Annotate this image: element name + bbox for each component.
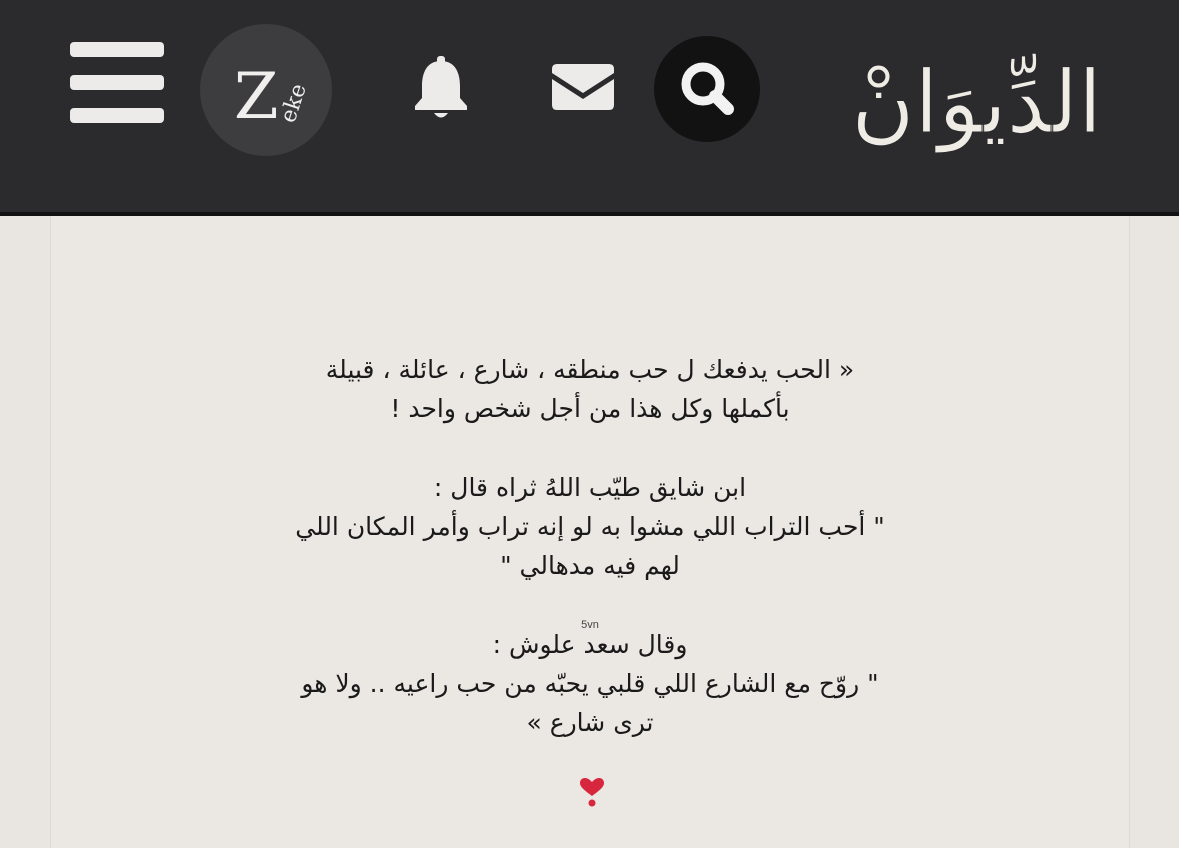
post-line: بأكملها وكل هذا من أجل شخص واحد ! [390,394,790,423]
heart-exclamation-icon [578,778,606,808]
hamburger-line [70,108,164,123]
search-button[interactable] [654,36,760,142]
menu-button[interactable] [70,42,166,124]
logo-calligraphy [840,20,1120,170]
logo-text: الدِّيوَانْ [851,53,1102,153]
avatar-letter: Z [234,60,279,134]
site-logo[interactable] [840,20,1120,170]
envelope-icon [550,63,616,111]
avatar-small-text: eke [275,80,312,126]
bell-icon [410,54,472,122]
hamburger-line [70,75,164,90]
search-icon [654,36,760,142]
messages-button[interactable] [550,63,616,111]
profile-avatar[interactable] [200,24,332,156]
post-line: " أحب التراب اللي مشوا به لو إنه تراب وأمر المكان اللي [295,512,885,541]
post-line: ترى شارع » [526,708,654,737]
post-line: " روّح مع الشارع اللي قلبي يحبّه من حب راعيه .. ولا هو [301,669,879,698]
avatar-logo [200,24,332,156]
spacer [200,428,980,468]
post-line: لهم فيه مدهالي " [500,551,680,580]
post-line: ابن شايق طيّب اللهُ ثراه قال : [433,473,747,502]
post-body [200,350,980,742]
post-line: وقال سعد علوش : [492,630,688,659]
watermark: 5vn [581,619,599,631]
hamburger-menu-icon [70,42,164,57]
post-line: « الحب يدفعك ل حب منطقه ، شارع ، عائلة ، قبيلة [325,355,855,384]
notifications-button[interactable] [410,54,472,122]
